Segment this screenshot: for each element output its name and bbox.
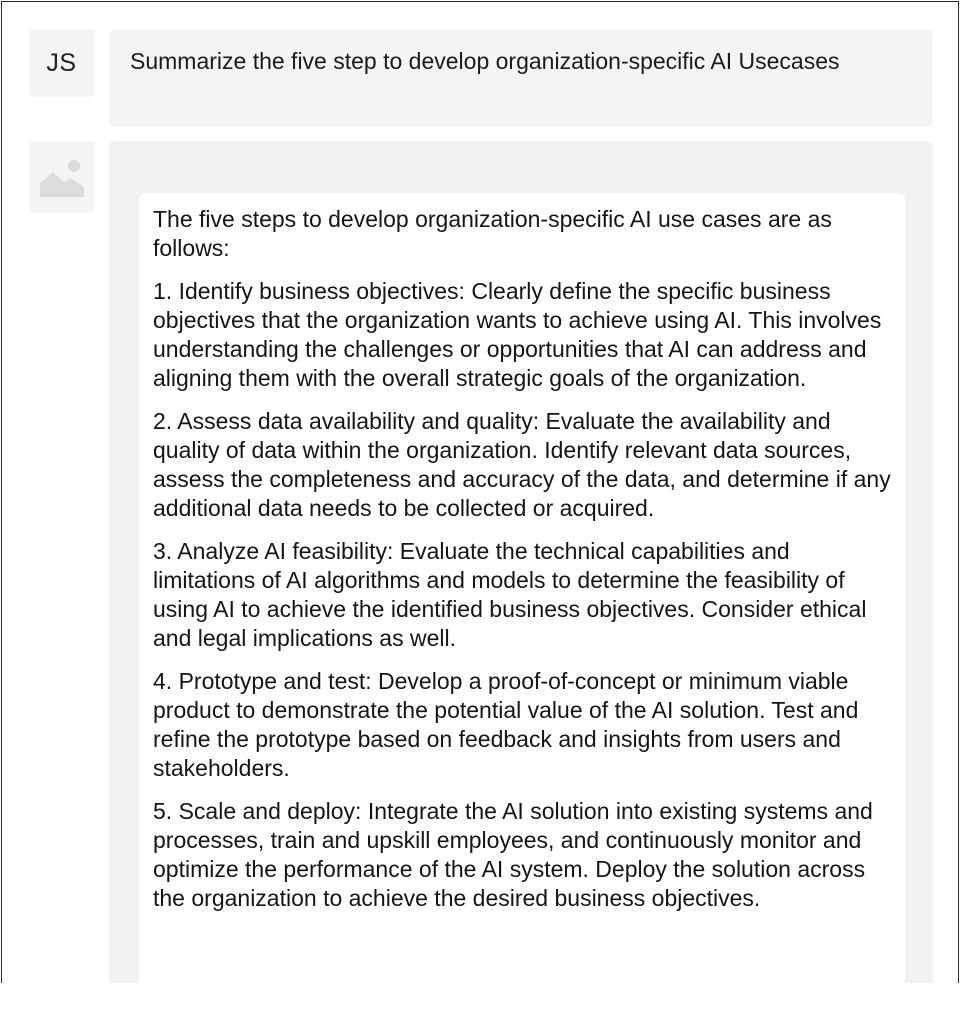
image-placeholder-icon — [40, 157, 84, 197]
user-avatar — [29, 29, 94, 97]
assistant-avatar — [29, 141, 94, 213]
assistant-message-container — [109, 141, 933, 1009]
assistant-message-bubble — [139, 193, 905, 993]
step-item: 4. Prototype and test: Develop a proof-of-concept or minimum viable product to demonstrate the potential value of the AI solution. Test and refine the prototype based on feedback and insights from users and stakeholders. — [153, 668, 859, 781]
step-item: 2. Assess data availability and quality: Evaluate the availability and quality of data within the organization. Identify relevant data sources, assess the completeness and accuracy of the data, and determine if any additional data needs to be collected or acquired. — [153, 408, 891, 521]
step-item: 5. Scale and deploy: Integrate the AI solution into existing systems and processes, train and upskill employees, and continuously monitor and optimize the performance of the AI system. Deploy the solution across the organization to achieve the desired business objectives. — [153, 798, 873, 911]
step-item: 3. Analyze AI feasibility: Evaluate the technical capabilities and limitations of AI algorithms and models to determine the feasibility of using AI to achieve the identified business objectives. Consider ethical and legal implications as well. — [153, 538, 867, 651]
user-message-bubble — [109, 29, 933, 127]
step-item: 1. Identify business objectives: Clearly define the specific business objectives that the organization wants to achieve using AI. This involves understanding the challenges or opportunities that AI can address and aligning them with the overall strategic goals of the organization. — [153, 278, 882, 391]
chat-window — [1, 1, 959, 1009]
viewport-bottom-edge — [0, 983, 962, 1012]
user-message-text: Summarize the five step to develop organization-specific AI Usecases — [130, 48, 840, 74]
user-initials: JS — [46, 48, 77, 77]
assistant-intro: The five steps to develop organization-specific AI use cases are as follows: — [153, 206, 832, 261]
